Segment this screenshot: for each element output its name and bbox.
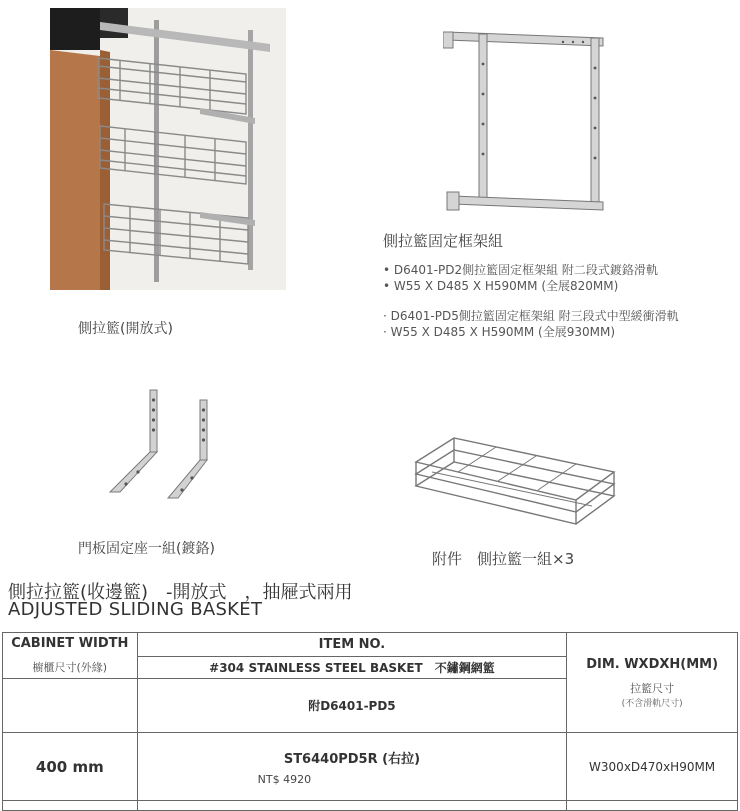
main-product-caption: 側拉籃(開放式) bbox=[78, 321, 173, 337]
model-cell bbox=[137, 733, 567, 801]
model-price: NT$ 4920 bbox=[257, 772, 312, 786]
wire-basket-illustration bbox=[410, 428, 620, 538]
bracket-caption: 門板固定座一組(鍍鉻) bbox=[78, 541, 215, 557]
sliding-basket-photo-icon bbox=[50, 8, 286, 290]
section-title-en: ADJUSTED SLIDING BASKET bbox=[8, 599, 263, 620]
frame-illustration bbox=[443, 24, 613, 220]
dim-header-note: (不含滑軌尺寸) bbox=[621, 698, 683, 709]
frame-spec-line: · D6401-PD5側拉籃固定框架組 附三段式中型緩衝滑軌 bbox=[383, 309, 679, 323]
bracket-icon bbox=[104, 386, 220, 502]
section-title-zh: 側拉拉籃(收邊籃) -開放式 ，抽屜式兩用 bbox=[8, 582, 353, 603]
spec-table bbox=[2, 632, 738, 811]
frame-spec-line: • W55 X D485 X H590MM (全展820MM) bbox=[383, 279, 619, 293]
frame-icon bbox=[443, 24, 613, 220]
frame-header: 附D6401-PD5 bbox=[137, 679, 567, 733]
cabinet-width-header bbox=[3, 633, 138, 679]
material-header: #304 STAINLESS STEEL BASKET 不鏽鋼網籃 bbox=[137, 657, 567, 679]
dim-cell: W300xD470xH90MM bbox=[567, 733, 738, 801]
dim-header-zh: 拉籃尺寸 bbox=[630, 681, 675, 695]
product-photo bbox=[50, 8, 286, 290]
cabinet-width-spacer bbox=[3, 679, 138, 733]
table-row bbox=[3, 733, 738, 801]
wire-basket-icon bbox=[410, 428, 620, 538]
cabinet-width-header-en: CABINET WIDTH bbox=[11, 636, 129, 651]
bracket-illustration bbox=[104, 386, 220, 502]
frame-spec-line: · W55 X D485 X H590MM (全展930MM) bbox=[383, 325, 616, 339]
next-row-stub bbox=[3, 801, 138, 811]
dim-header-en: DIM. WXDXH(MM) bbox=[586, 656, 719, 672]
cabinet-width-cell: 400 mm bbox=[3, 733, 138, 801]
dim-header bbox=[567, 633, 738, 733]
frame-caption: 側拉籃固定框架組 bbox=[383, 232, 504, 250]
next-row-stub bbox=[137, 801, 567, 811]
item-no-header: ITEM NO. bbox=[137, 633, 567, 657]
next-row-stub bbox=[567, 801, 738, 811]
model-number: ST6440PD5R (右拉) bbox=[283, 751, 421, 767]
frame-spec-line: • D6401-PD2側拉籃固定框架組 附二段式鍍鉻滑軌 bbox=[383, 263, 658, 277]
cabinet-width-header-zh: 櫥櫃尺寸(外緣) bbox=[32, 661, 108, 674]
accessory-caption: 附件 側拉籃一組×3 bbox=[432, 550, 575, 568]
